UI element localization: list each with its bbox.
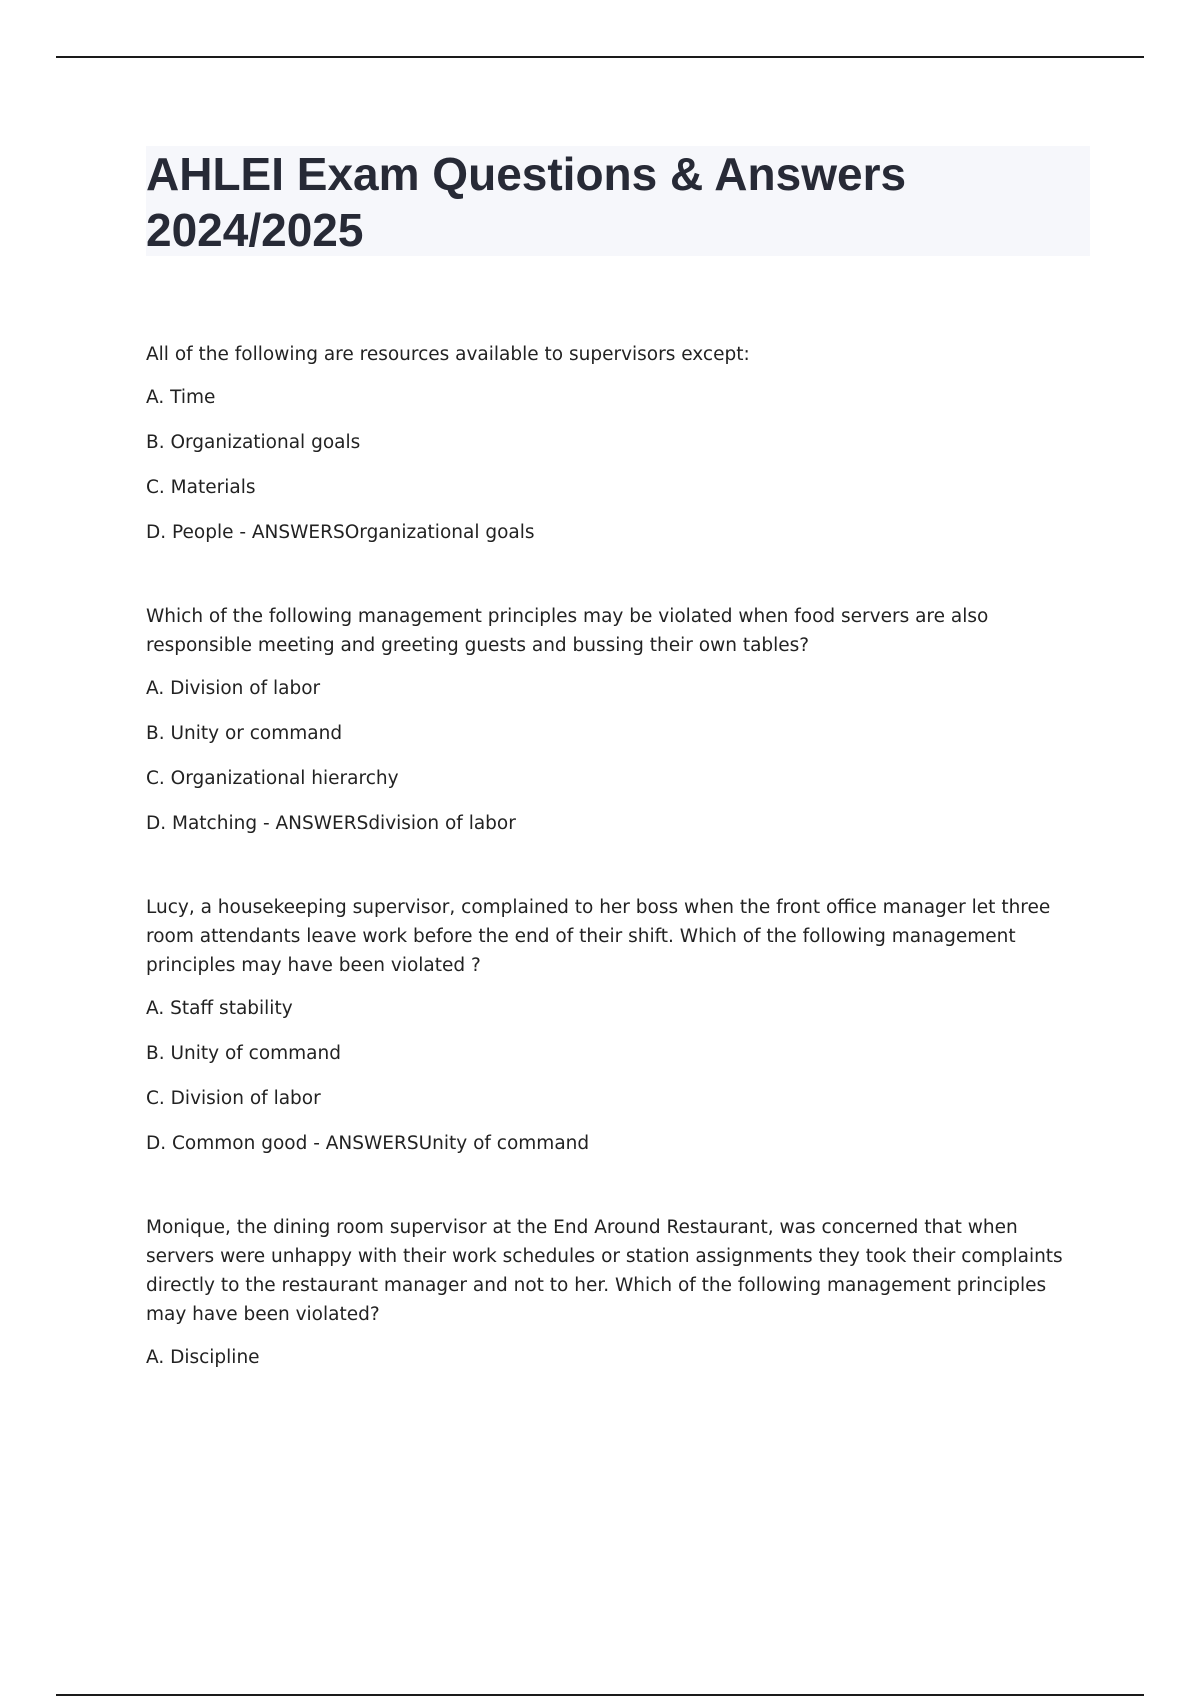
question-3	[146, 893, 1090, 1158]
answer-option: C. Organizational hierarchy	[146, 768, 399, 789]
question-text: Lucy, a housekeeping supervisor, complained to her boss when the front office manager let three room attendants leave work before the end of their shift. Which of the following management principles may have been violated ?	[146, 897, 1051, 976]
answer-option: A. Division of labor	[146, 678, 321, 699]
answer-option: B. Organizational goals	[146, 432, 361, 453]
title-banner	[146, 146, 1090, 256]
question-text: Which of the following management principles may be violated when food servers are also responsible meeting and greeting guests and bussing their own tables?	[146, 606, 989, 656]
top-rule	[56, 56, 1144, 58]
answer-option-with-answer: D. People - ANSWERSOrganizational goals	[146, 522, 535, 543]
question-4	[146, 1213, 1090, 1372]
page-title: AHLEI Exam Questions & Answers 2024/2025	[146, 148, 907, 256]
bottom-rule	[56, 1694, 1144, 1696]
answer-option-with-answer: D. Common good - ANSWERSUnity of command	[146, 1133, 590, 1154]
question-list	[146, 340, 1090, 1372]
question-2	[146, 602, 1090, 838]
answer-option: A. Discipline	[146, 1347, 260, 1368]
answer-option: B. Unity of command	[146, 1043, 341, 1064]
question-text: All of the following are resources available to supervisors except:	[146, 344, 750, 365]
answer-option: A. Time	[146, 387, 216, 408]
answer-option: C. Materials	[146, 477, 256, 498]
answer-option: C. Division of labor	[146, 1088, 321, 1109]
answer-option: A. Staff stability	[146, 998, 293, 1019]
question-text: Monique, the dining room supervisor at the End Around Restaurant, was concerned that when servers were unhappy with their work schedules or station assignments they took their complaints directly to the restaurant manager and not to her. Which of the following management principles may have been violated?	[146, 1217, 1063, 1325]
answer-option-with-answer: D. Matching - ANSWERSdivision of labor	[146, 813, 516, 834]
question-1	[146, 340, 1090, 547]
answer-option: B. Unity or command	[146, 723, 343, 744]
